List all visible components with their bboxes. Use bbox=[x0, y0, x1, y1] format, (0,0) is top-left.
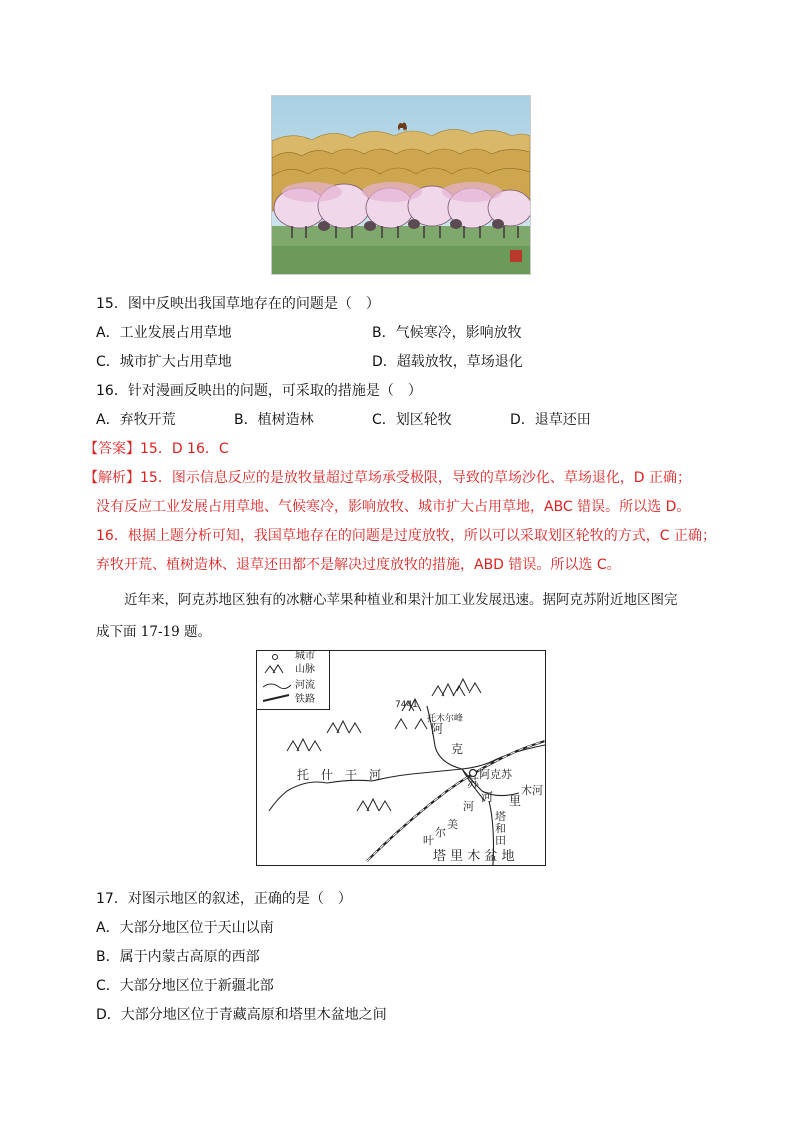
q15-option-d: D．超载放牧，草场退化 bbox=[372, 354, 523, 370]
analysis-tag: 【解析】 bbox=[84, 470, 140, 486]
q17-option-d: D．大部分地区位于青藏高原和塔里木盆地之间 bbox=[96, 1007, 387, 1023]
legend-river: 河流 bbox=[295, 680, 315, 691]
label-height: 7441 bbox=[395, 700, 418, 710]
map-legend bbox=[257, 651, 330, 710]
label-aksu-river-1: 阿 bbox=[431, 722, 444, 736]
label-aksu-river-3: 苏 bbox=[467, 776, 480, 790]
answer-line bbox=[84, 439, 229, 459]
label-aksu-city: 阿克苏 bbox=[479, 768, 512, 781]
label-hetian-3: 田 bbox=[495, 834, 506, 847]
label-yeerqiang-2: 尔 bbox=[435, 826, 446, 839]
legend-city: 城市 bbox=[295, 651, 315, 662]
label-aksu-river-2: 克 bbox=[451, 742, 464, 756]
aksu-map bbox=[256, 650, 546, 866]
answer-tag: 【答案】 bbox=[84, 441, 140, 457]
label-peak: 托木尔峰 bbox=[427, 714, 464, 724]
analysis-line-4: 弃牧开荒、植树造林、退草还田都不是解决过度放牧的措施，ABD 错误。所以选 C。 bbox=[96, 557, 621, 573]
label-yeerqiang-3: 美 bbox=[447, 818, 458, 831]
label-li: 里 bbox=[509, 794, 522, 808]
label-tuoshigan-3: 干 bbox=[345, 768, 358, 782]
legend-mountain: 山脉 bbox=[295, 664, 315, 675]
cartoon-illustration bbox=[271, 95, 531, 275]
cartoon-drawing bbox=[272, 96, 530, 274]
label-tuoshigan-2: 什 bbox=[321, 768, 334, 782]
label-hetian-1: 塔 bbox=[495, 810, 506, 823]
analysis-text-1: 15．图示信息反应的是放牧量超过草场承受极限，导致的草场沙化、草场退化，D 正确； bbox=[140, 470, 692, 486]
label-aksu-river-4: 河 bbox=[481, 790, 494, 804]
q17-stem: 17．对图示地区的叙述，正确的是（ ） bbox=[96, 891, 352, 907]
q16-stem: 16．针对漫画反映出的问题，可采取的措施是（ ） bbox=[96, 383, 422, 399]
analysis-line-2: 没有反应工业发展占用草地、气候寒冷，影响放牧、城市扩大占用草地，ABC 错误。所以选 D。 bbox=[96, 499, 691, 515]
intro-line-2: 成下面 17-19 题。 bbox=[96, 624, 212, 640]
intro-line-1: 近年来，阿克苏地区独有的冰糖心苹果种植业和果汁加工业发展迅速。据阿克苏附近地区图完 bbox=[124, 592, 678, 608]
q15-option-c: C．城市扩大占用草地 bbox=[96, 354, 232, 370]
label-ta-river: 木河 bbox=[521, 784, 543, 797]
q15-option-a: A．工业发展占用草地 bbox=[96, 325, 232, 341]
q15-stem: 15．图中反映出我国草地存在的问题是（ ） bbox=[96, 296, 380, 312]
q16-option-b: B．植树造林 bbox=[234, 412, 314, 428]
label-tuoshigan-1: 托 bbox=[297, 768, 310, 782]
answer-text: 15．D 16．C bbox=[140, 441, 229, 457]
label-tuoshigan-4: 河 bbox=[369, 768, 382, 782]
q16-option-c: C．划区轮牧 bbox=[372, 412, 452, 428]
label-yeerqiang-1: 叶 bbox=[423, 834, 434, 847]
label-yeerqiang-4: 河 bbox=[463, 800, 474, 813]
legend-railway: 铁路 bbox=[295, 694, 315, 705]
q16-option-d: D．退草还田 bbox=[510, 412, 591, 428]
analysis-line-3: 16．根据上题分析可知，我国草地存在的问题是过度放牧，所以可以采取划区轮牧的方式，C 正确； bbox=[96, 528, 717, 544]
label-hetian-2: 和 bbox=[495, 822, 506, 835]
analysis-line-1 bbox=[84, 468, 691, 488]
label-basin: 塔 里 木 盆 地 bbox=[433, 849, 515, 864]
legend-symbols bbox=[257, 651, 329, 709]
q15-option-b: B．气候寒冷，影响放牧 bbox=[372, 325, 522, 341]
q17-option-a: A．大部分地区位于天山以南 bbox=[96, 920, 274, 936]
q16-option-a: A．弃牧开荒 bbox=[96, 412, 176, 428]
q17-option-c: C．大部分地区位于新疆北部 bbox=[96, 978, 274, 994]
q17-option-b: B．属于内蒙古高原的西部 bbox=[96, 949, 260, 965]
